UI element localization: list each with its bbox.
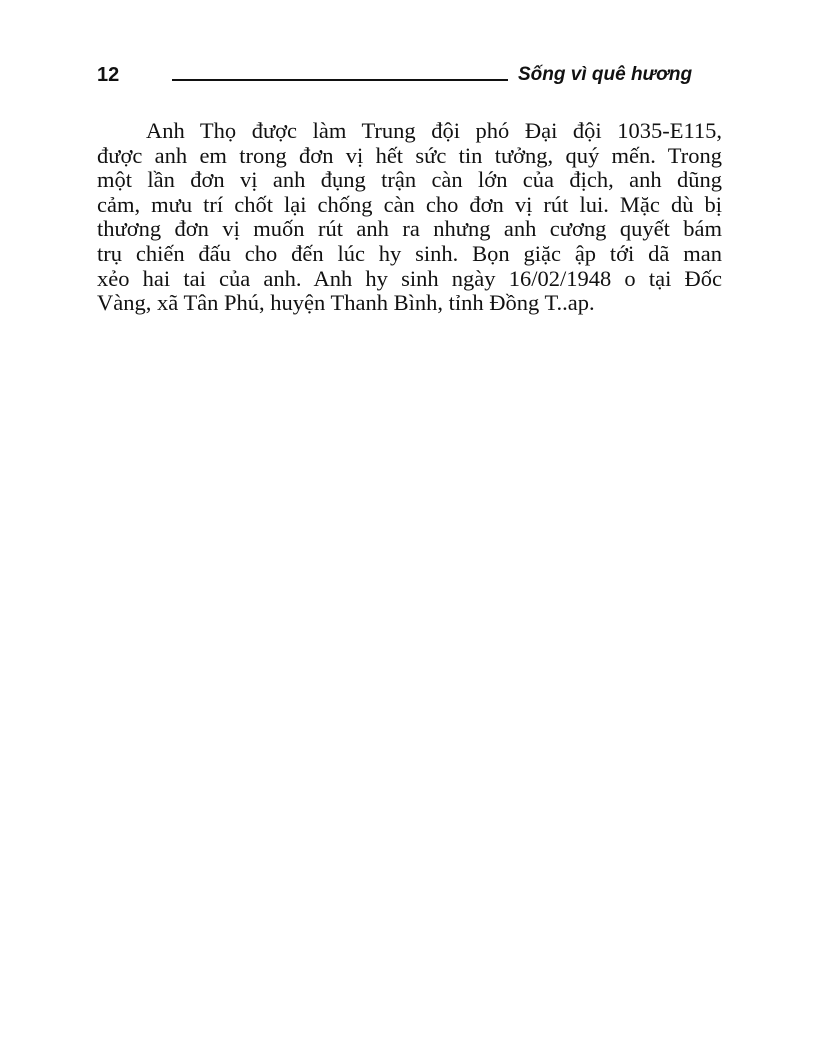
running-title: Sống vì quê hương [518, 64, 693, 85]
paragraph-line: xẻo hai tai của anh. Anh hy sinh ngày 16/02/1948 o tại Đốc [97, 265, 722, 291]
paragraph-line: một lần đơn vị anh đụng trận càn lớn của địch, anh dũng [97, 167, 722, 193]
paragraph-line: trụ chiến đấu cho đến lúc hy sinh. Bọn giặc ập tới dã man [97, 240, 722, 266]
paragraph-line: Vàng, xã Tân Phú, huyện Thanh Bình, tỉnh Đồng T..ap. [97, 290, 595, 316]
paragraph-line: được anh em trong đơn vị hết sức tin tưởng, quý mến. Trong [97, 142, 722, 168]
body-paragraph [97, 119, 722, 316]
header-rule [172, 79, 508, 81]
paragraph-line: Anh Thọ được làm Trung đội phó Đại đội 1035-E115, [146, 118, 722, 143]
paragraph-line: thương đơn vị muốn rút anh ra nhưng anh cương quyết bám [97, 216, 722, 242]
paragraph-line: cảm, mưu trí chốt lại chống càn cho đơn vị rút lui. Mặc dù bị [97, 191, 722, 217]
page-number: 12 [97, 64, 120, 86]
